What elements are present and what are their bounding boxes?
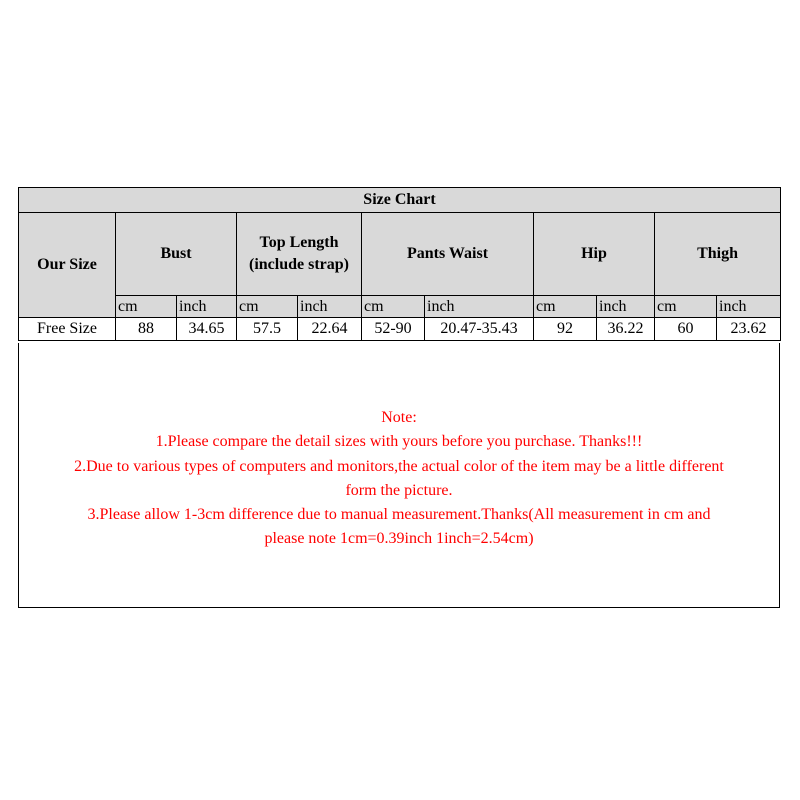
thigh-inch-value: 23.62 [717, 318, 781, 341]
bust-cm-unit: cm [116, 296, 177, 318]
thigh-cm-unit: cm [655, 296, 717, 318]
table-title: Size Chart [19, 188, 781, 213]
note-line: 2.Due to various types of computers and monitors,the actual color of the item may be a little different [74, 457, 724, 475]
note-line: 3.Please allow 1-3cm difference due to manual measurement.Thanks(All measurement in cm and [87, 506, 711, 524]
bust-inch-value: 34.65 [177, 318, 237, 341]
pants-waist-inch-unit: inch [425, 296, 534, 318]
hip-inch-unit: inch [597, 296, 655, 318]
thigh-cm-value: 60 [655, 318, 717, 341]
table-row [19, 318, 781, 341]
hip-header: Hip [534, 213, 655, 296]
size-value: Free Size [19, 318, 116, 341]
notes-heading: Note: [381, 409, 417, 426]
note-line: form the picture. [345, 481, 453, 499]
notes-box [18, 343, 780, 608]
thigh-inch-unit: inch [717, 296, 781, 318]
thigh-header: Thigh [655, 213, 781, 296]
top-length-cm-value: 57.5 [237, 318, 298, 341]
our-size-header: Our Size [19, 213, 116, 318]
hip-cm-value: 92 [534, 318, 597, 341]
top-length-header-line1: Top Length [259, 234, 339, 251]
top-length-header [237, 213, 362, 296]
top-length-inch-unit: inch [298, 296, 362, 318]
pants-waist-header: Pants Waist [362, 213, 534, 296]
pants-waist-cm-unit: cm [362, 296, 425, 318]
hip-cm-unit: cm [534, 296, 597, 318]
top-length-header-line2: (include strap) [249, 256, 349, 273]
note-line: 1.Please compare the detail sizes with yours before you purchase. Thanks!!! [155, 433, 643, 451]
bust-cm-value: 88 [116, 318, 177, 341]
note-line: please note 1cm=0.39inch 1inch=2.54cm) [264, 530, 534, 548]
top-length-cm-unit: cm [237, 296, 298, 318]
size-chart-table [18, 187, 781, 341]
notes [19, 406, 779, 552]
top-length-inch-value: 22.64 [298, 318, 362, 341]
hip-inch-value: 36.22 [597, 318, 655, 341]
pants-waist-inch-value: 20.47-35.43 [425, 318, 534, 341]
bust-header: Bust [116, 213, 237, 296]
pants-waist-cm-value: 52-90 [362, 318, 425, 341]
bust-inch-unit: inch [177, 296, 237, 318]
